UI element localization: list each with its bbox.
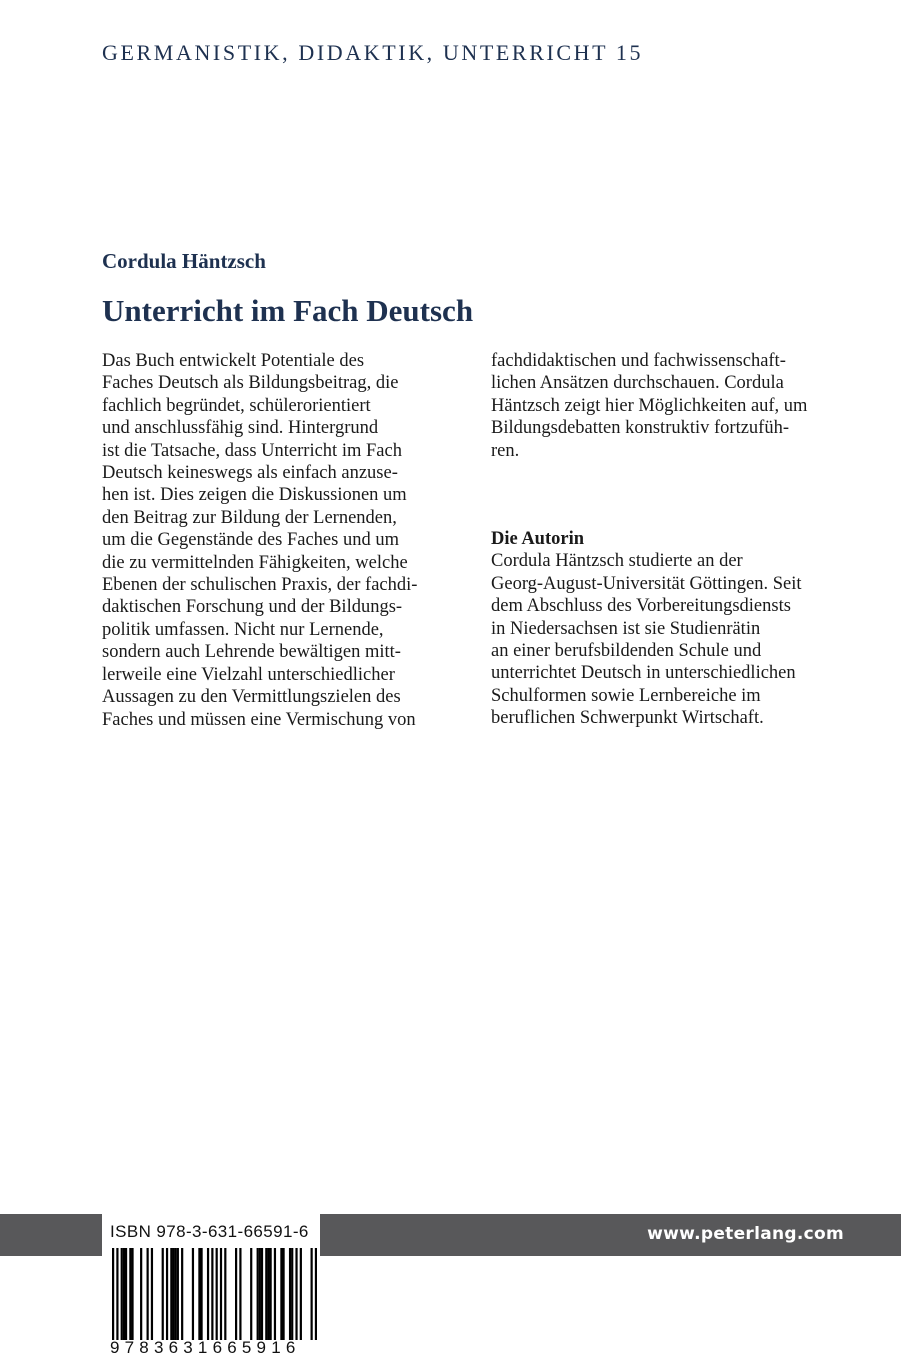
blurb-line: daktischen Forschung und der Bildungs- <box>102 597 403 618</box>
barcode-bar <box>172 1248 174 1340</box>
barcode-bar <box>166 1248 168 1340</box>
barcode-bar <box>175 1248 177 1340</box>
barcode-bar <box>282 1248 284 1340</box>
barcode-bar <box>123 1248 125 1340</box>
blurb-line: lichen Ansätzen durchschauen. Cordula <box>491 373 784 394</box>
blurb-line: um die Gegenstände des Faches und um <box>102 530 399 551</box>
bio-line: Schulformen sowie Lernbereiche im <box>491 685 761 706</box>
bio-line: beruflichen Schwerpunkt Wirtschaft. <box>491 708 764 729</box>
blurb-line: Faches und müssen eine Vermischung von <box>102 709 416 730</box>
barcode-bar <box>239 1248 241 1340</box>
blurb-line: sondern auch Lehrende bewältigen mitt- <box>102 642 401 663</box>
blurb-line: lerweile eine Vielzahl unterschiedlicher <box>102 664 395 685</box>
blurb-line: Deutsch keineswegs als einfach anzuse- <box>102 463 398 484</box>
footer-band-right <box>320 1214 901 1256</box>
barcode-bar <box>289 1248 291 1340</box>
book-title: Unterricht im Fach Deutsch <box>102 293 474 328</box>
blurb-line: Ebenen der schulischen Praxis, der fachdi- <box>102 575 418 596</box>
barcode-bar <box>121 1248 123 1340</box>
barcode-bar <box>177 1248 179 1340</box>
barcode-bar <box>140 1248 142 1340</box>
blurb-line: Aussagen zu den Vermittlungszielen des <box>102 687 401 708</box>
blurb-line: politik umfassen. Nicht nur Lernende, <box>102 619 384 640</box>
publisher-website[interactable]: www.peterlang.com <box>647 1224 844 1244</box>
barcode-bar <box>125 1248 127 1340</box>
barcode-bar <box>207 1248 209 1340</box>
barcode-bar <box>311 1248 313 1340</box>
blurb-line: Faches Deutsch als Bildungsbeitrag, die <box>102 373 399 394</box>
author-bio <box>491 528 802 730</box>
isbn-barcode-box <box>102 1214 320 1360</box>
bio-heading: Die Autorin <box>491 529 585 549</box>
footer-band-left <box>0 1214 102 1256</box>
barcode-bar <box>315 1248 317 1340</box>
barcode-bar <box>291 1248 293 1340</box>
barcode-bar <box>170 1248 172 1340</box>
series-title: GERMANISTIK, DIDAKTIK, UNTERRICHT 15 <box>102 40 644 65</box>
bio-line: Georg-August-Universität Göttingen. Seit <box>491 573 802 594</box>
barcode-bar <box>147 1248 149 1340</box>
blurb-line: hen ist. Dies zeigen die Diskussionen um <box>102 485 407 506</box>
barcode-bar <box>265 1248 267 1340</box>
barcode-bar <box>129 1248 131 1340</box>
blurb-line: und anschlussfähig sind. Hintergrund <box>102 418 379 439</box>
barcode-bar <box>211 1248 213 1340</box>
blurb-left-column <box>102 350 417 731</box>
barcode-digits: 9783631665916 <box>110 1338 301 1357</box>
barcode-bar <box>116 1248 118 1340</box>
blurb-line: Bildungsdebatten konstruktiv fortzufüh- <box>491 418 790 439</box>
barcode-bar <box>131 1248 133 1340</box>
barcode-bar <box>200 1248 202 1340</box>
barcode-bar <box>257 1248 259 1340</box>
barcode-bar <box>270 1248 272 1340</box>
barcode-bar <box>280 1248 282 1340</box>
barcode-bar <box>224 1248 226 1340</box>
barcode-bar <box>274 1248 276 1340</box>
bio-line: Cordula Häntzsch studierte an der <box>491 551 743 572</box>
bio-line: dem Abschluss des Vorbereitungsdiensts <box>491 596 791 617</box>
barcode-bar <box>216 1248 218 1340</box>
barcode-bar <box>267 1248 269 1340</box>
barcode-bar <box>261 1248 263 1340</box>
blurb-line: Das Buch entwickelt Potentiale des <box>102 351 365 371</box>
blurb-line: ist die Tatsache, dass Unterricht im Fach <box>102 440 402 461</box>
blurb-right-column <box>491 350 807 462</box>
barcode-bar <box>192 1248 194 1340</box>
blurb-line: ren. <box>491 440 520 461</box>
barcode <box>112 1248 317 1340</box>
barcode-bar <box>295 1248 297 1340</box>
barcode-bar <box>259 1248 261 1340</box>
bio-line: an einer berufsbildenden Schule und <box>491 641 762 662</box>
barcode-bar <box>151 1248 153 1340</box>
barcode-bar <box>112 1248 114 1340</box>
blurb-line: Häntzsch zeigt hier Möglichkeiten auf, um <box>491 395 808 416</box>
bio-line: unterrichtet Deutsch in unterschiedlichen <box>491 663 796 684</box>
barcode-bar <box>235 1248 237 1340</box>
blurb-line: fachlich begründet, schülerorientiert <box>102 395 371 416</box>
barcode-bar <box>162 1248 164 1340</box>
bio-line: in Niedersachsen ist sie Studienrätin <box>491 618 761 639</box>
barcode-bar <box>220 1248 222 1340</box>
blurb-line: fachdidaktischen und fachwissenschaft- <box>491 351 786 371</box>
barcode-bar <box>300 1248 302 1340</box>
isbn-label: ISBN 978-3-631-66591-6 <box>110 1222 309 1241</box>
blurb-line: den Beitrag zur Bildung der Lernenden, <box>102 507 397 528</box>
author-name: Cordula Häntzsch <box>102 249 266 273</box>
barcode-bar <box>181 1248 183 1340</box>
barcode-bar <box>250 1248 252 1340</box>
barcode-bar <box>198 1248 200 1340</box>
blurb-line: die zu vermittelnden Fähigkeiten, welche <box>102 552 408 573</box>
